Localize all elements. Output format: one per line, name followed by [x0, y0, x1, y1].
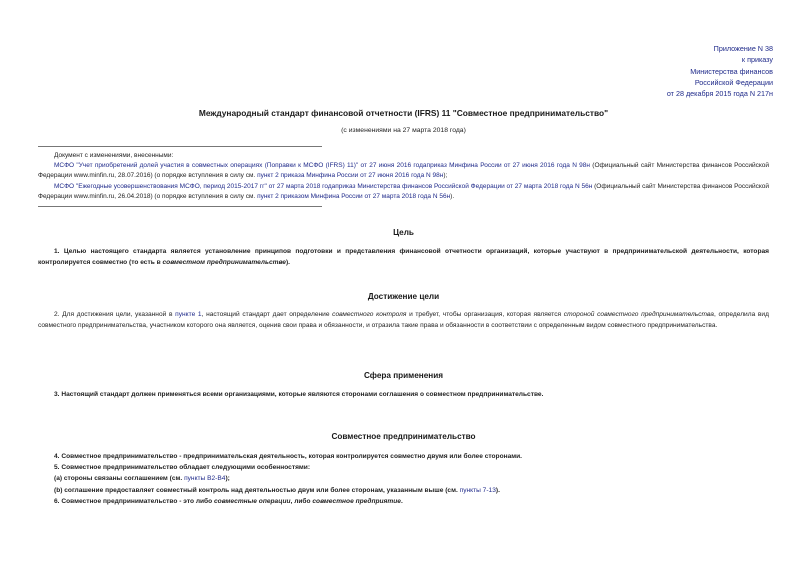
points-7-13-link[interactable]: пункты 7-13 [459, 486, 496, 494]
paragraph-2-text: , определила вид совместного предпринимательства, участником которого она является, оценив свои права и обязанности, и отразила такие права и обязанности в соответствии с определенным видом совместного предпринимательства. [38, 311, 769, 329]
document-title: Международный стандарт финансовой отчетности (IFRS) 11 "Совместное предпринимательство" [198, 108, 609, 118]
paragraph-2-text: , настоящий стандарт дает определение [201, 311, 330, 318]
change-item-1 [38, 161, 769, 181]
change-2-link[interactable]: МСФО "Ежегодные усовершенствования МСФО, период 2015-2017 гг" от 27 марта 2018 года [54, 182, 336, 190]
heading-scope: Сфера применения [363, 371, 444, 380]
point-1-link[interactable]: пункте 1 [175, 311, 202, 318]
change-2-text: (Официальный сайт Министерства финансов Российской Федерации www.minfin.ru, 26.04.2018) (о порядке вступления в силу см. [38, 182, 769, 200]
paragraph-5: 5. Совместное предпринимательство обладает следующими особенностями: [54, 464, 311, 472]
changes-head: Документ с изменениями, внесенными: [54, 152, 174, 159]
paragraph-2-text: и требует, чтобы организация, которая является [409, 311, 562, 318]
item-a-end: ); [225, 475, 230, 483]
paragraph-6-term: совместное предприятие [312, 497, 401, 505]
joint-list [38, 451, 769, 507]
paragraph-1-end: ). [285, 258, 290, 266]
paragraph-2-text: 2. Для достижения цели, указанной в [54, 311, 173, 318]
paragraph-1-term: совместном предпринимательстве [162, 258, 286, 266]
appendix-line[interactable]: Приложение N 38 [713, 44, 773, 53]
change-1-link[interactable]: МСФО "Учет приобретений долей участия в совместных операциях (Поправки к МСФО (IFRS) 11)" от 27 июня 2016 года [54, 162, 427, 170]
divider-bottom [38, 206, 322, 207]
paragraph-6-text: , либо [290, 497, 311, 505]
heading-achieve: Достижение цели [367, 292, 440, 301]
points-b2-b4-link[interactable]: пункты B2-B4 [184, 475, 226, 483]
item-a-text: (a) стороны связаны соглашением (см. [54, 475, 183, 483]
heading-goal: Цель [393, 228, 414, 237]
paragraph-3-text: 3. Настоящий стандарт должен применяться всеми организациями, которые являются сторонами соглашения о совместном предпринимательстве. [54, 391, 544, 398]
item-a [38, 473, 769, 484]
paragraph-4: 4. Совместное предпринимательство - предпринимательская деятельность, которая контролируется совместно двумя или более сторонами. [54, 453, 523, 460]
paragraph-6 [38, 496, 769, 507]
paragraph-2 [38, 310, 769, 331]
item-b-end: ). [495, 486, 500, 494]
heading-joint: Совместное предпринимательство [331, 432, 476, 441]
paragraph-1 [38, 247, 769, 268]
paragraph-6-text: 6. Совместное предпринимательство - это либо [54, 497, 213, 505]
change-item-2 [38, 182, 769, 202]
appendix-line[interactable]: Российской Федерации [694, 77, 773, 87]
paragraph-3 [38, 390, 769, 401]
item-b-text: (b) соглашение предоставляет совместный контроль над деятельностью двум или более сторонам, указанным выше (см. [54, 486, 458, 494]
change-2-order-link[interactable]: приказ Министерства финансов Российской Федерации от 27 марта 2018 года N 56н [335, 182, 593, 190]
paragraph-2-term: совместного контроля [332, 311, 407, 318]
divider-top [38, 146, 322, 147]
paragraph-6-term: совместные операции [214, 497, 291, 505]
change-2-end: ). [450, 192, 455, 200]
document-subtitle: (с изменениями на 27 марта 2018 года) [341, 127, 466, 134]
change-2-point-link[interactable]: пункт 2 приказом Минфина России от 27 марта 2018 года N 56н [257, 192, 451, 200]
paragraph-2-term: стороной совместного предпринимательства [563, 311, 714, 318]
change-1-text: (Официальный сайт Министерства финансов Российской Федерации www.minfin.ru, 28.07.2016) (о порядке вступления в силу см. [38, 162, 770, 180]
changes-block [38, 151, 769, 202]
appendix-line[interactable]: Министерства финансов [690, 66, 773, 76]
item-b [38, 485, 769, 496]
change-1-order-link[interactable]: приказ Минфина России от 27 июня 2016 года N 98н [426, 162, 590, 170]
appendix-block [667, 43, 773, 99]
appendix-line[interactable]: к приказу [741, 55, 773, 65]
appendix-line[interactable]: от 28 декабря 2015 года N 217н [666, 89, 773, 99]
paragraph-1-text: 1. Целью настоящего стандарта является установление принципов подготовки и представления финансовой отчетности организаций, которые участвуют в предпринимательской деятельности, которая контролируется совместно (то есть в [38, 248, 769, 266]
change-1-end: ); [443, 172, 448, 180]
change-1-point-link[interactable]: пункт 2 приказа Минфина России от 27 июня 2016 года N 98н [257, 172, 444, 180]
paragraph-6-end: . [400, 497, 403, 505]
